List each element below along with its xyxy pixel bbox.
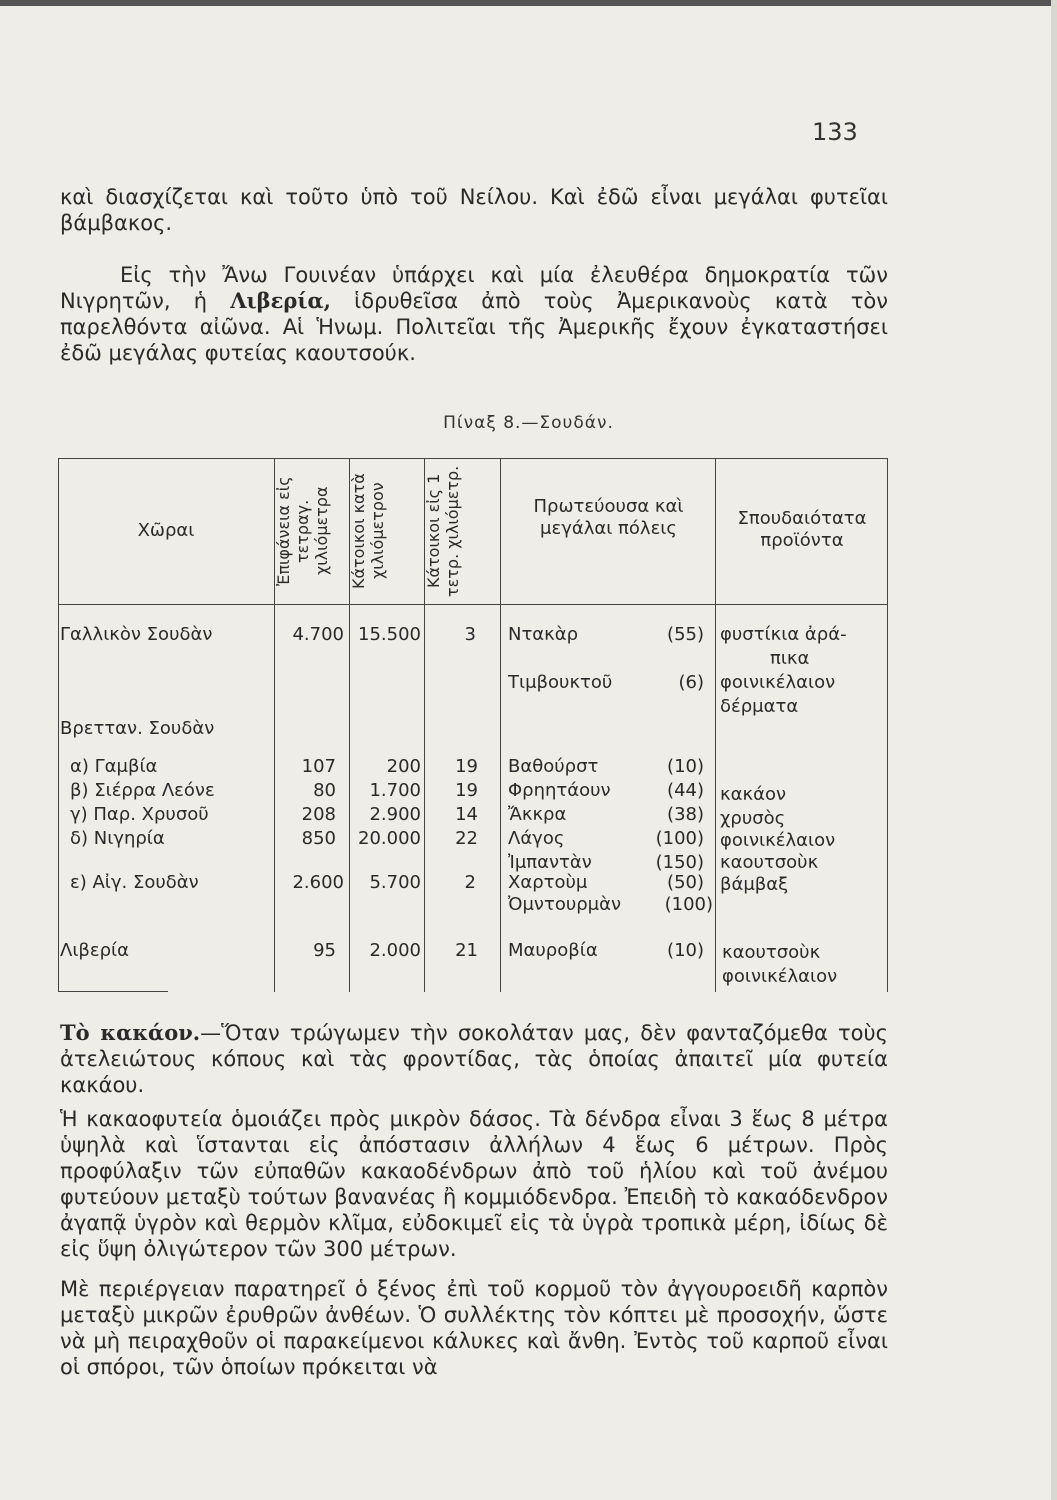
country-cell: γ) Παρ. Χρυσοῦ (70, 804, 209, 825)
paragraph-liberia (60, 262, 888, 366)
product-cell: καουτσοὺκ (722, 942, 821, 963)
country-cell: α) Γαμβία (70, 756, 158, 777)
scan-right-edge (1051, 0, 1057, 1500)
area-cell: 2.600 (292, 872, 344, 893)
cocoa-intro: —Ὅταν τρώγωμεν τὴν σοκολάταν μας, δὲν φανταζόμεθα τοὺς ἀτελειώτους κόπους καὶ τὰς φροντίδας, τὰς ὁποίας ἀπαιτεῖ μία φυτεία κακάου. (60, 1021, 888, 1097)
country-cell: Λιβερία (60, 940, 130, 961)
area-cell: 850 (301, 828, 336, 849)
area-cell: 80 (313, 780, 336, 801)
table-top-rule (58, 458, 888, 459)
area-cell: 208 (301, 804, 336, 825)
table-bottom-rule (58, 991, 168, 992)
paragraph-liberia-end: ἱδρυθεῖσα ἀπὸ τοὺς Ἀμερικανοὺς κατὰ τὸν παρελθόντα αἰῶνα. Αἱ Ἡνωμ. Πολιτεῖαι τῆς Ἀμερικῆς ἔχουν ἐγκαταστήσει ἐδῶ μεγάλας φυτείας καουτσούκ. (60, 289, 888, 365)
header-products: Σπουδαιότατα προϊόντα (737, 508, 867, 551)
header-area: Ἐπιφάνεια εἰς τετραγ. χιλιόμετρα (274, 476, 331, 586)
product-cell: φοινικέλαιον (720, 672, 836, 693)
header-countries: Χῶραι (137, 520, 195, 541)
city-cell: Βαθούρστ (508, 756, 599, 777)
table-caption: Πίναξ 8.—Σουδάν. (443, 413, 614, 433)
product-cell: χρυσὸς (720, 808, 786, 829)
product-cell: κακάον (720, 784, 787, 805)
paragraph-cocoa-plantation: Ἡ κακαοφυτεία ὁμοιάζει πρὸς μικρὸν δάσος. Τὰ δένδρα εἶναι 3 ἕως 8 μέτρα ὑψηλὰ καὶ ἵστανται εἰς ἀπόστασιν ἀλλήλων 4 ἕως 6 μέτρων. Πρὸς προφύλαξιν τῶν εὐπαθῶν κακαοδένδρων ἀπὸ τοῦ ἡλίου καὶ τοῦ ἀνέμου φυτεύουν μεταξὺ τούτων βανανέας ἢ κομμιόδενδρα. Ἐπειδὴ τὸ κακαόδενδρον ἀγαπᾷ ὑγρὸν καὶ θερμὸν κλῖμα, εὐδοκιμεῖ εἰς τὰ ὑγρὰ τροπικὰ μέρη, ἰδίως δὲ εἰς ὕψη ὀλιγώτερον τῶν 300 μέτρων. (60, 1107, 888, 1261)
density-cell: 2 (464, 872, 476, 893)
country-cell: β) Σιέρρα Λεόνε (70, 780, 215, 801)
city-pop-cell: (55) (667, 624, 704, 645)
city-pop-cell: (10) (667, 756, 704, 777)
header-pop: Κάτοικοι κατὰ χιλιόμετρον (349, 473, 387, 589)
scan-top-border (0, 0, 1057, 6)
city-pop-cell: (150) (655, 852, 704, 873)
pop-cell: 200 (386, 756, 421, 777)
sudan-table (58, 458, 888, 992)
page-number: 133 (812, 118, 858, 146)
city-pop-cell: (38) (667, 804, 704, 825)
pop-cell: 15.500 (358, 624, 421, 645)
product-cell: βάμβαξ (720, 874, 789, 895)
city-pop-cell: (6) (678, 672, 704, 693)
pop-cell: 2.900 (369, 804, 421, 825)
header-density: Κάτοικοι εἰς 1 τετρ. χιλιόμετρ. (424, 465, 462, 597)
area-cell: 4.700 (292, 624, 344, 645)
density-cell: 19 (455, 756, 478, 777)
table-header-rule (58, 604, 888, 605)
pop-cell: 2.000 (369, 940, 421, 961)
city-cell: Ὀμντουρμὰν (508, 894, 622, 915)
paragraph-cocoa-fruit: Μὲ περιέργειαν παρατηρεῖ ὁ ξένος ἐπὶ τοῦ κορμοῦ τὸν ἀγγουροειδῆ καρπὸν μεταξὺ μικρῶν ἐρυθρῶν ἀνθέων. Ὁ συλλέκτης τὸν κόπτει μὲ προσοχήν, ὥστε νὰ μὴ πειραχθοῦν οἱ παρακείμενοι κάλυκες καὶ ἄνθη. Ἐντὸς τοῦ καρποῦ εἶναι οἱ σπόροι, τῶν ὁποίων πρόκειται νὰ (60, 1277, 888, 1379)
area-cell: 107 (301, 756, 336, 777)
city-pop-cell: (10) (667, 940, 704, 961)
city-cell: Χαρτοὺμ (508, 872, 588, 893)
paragraph-liberia-start: Εἰς τὴν Ἄνω Γουινέαν ὑπάρχει καὶ μία ἐλευθέρα δημοκρατία τῶν Νιγρητῶν, ἡ (60, 263, 888, 313)
cocoa-heading: Τὸ κακάον. (60, 1020, 201, 1045)
product-cell: φυστίκια ἀρά- (720, 624, 847, 645)
density-cell: 21 (455, 940, 478, 961)
header-capitals: Πρωτεύουσα καὶ μεγάλαι πόλεις (533, 496, 684, 539)
country-cell: Βρετταν. Σουδὰν (60, 718, 215, 739)
city-cell: Μαυροβία (508, 940, 598, 961)
pop-cell: 5.700 (369, 872, 421, 893)
country-cell: Γαλλικὸν Σουδὰν (60, 624, 213, 645)
country-cell: δ) Νιγηρία (70, 828, 165, 849)
liberia-emphasis: Λιβερία, (230, 288, 331, 313)
col-rule-4 (500, 458, 501, 992)
table-right-rule (887, 458, 888, 992)
pop-cell: 20.000 (358, 828, 421, 849)
country-cell: ε) Αἰγ. Σουδὰν (70, 872, 199, 893)
city-pop-cell: (100) (655, 828, 704, 849)
product-cell-cont: φοινικέλαιον (722, 966, 838, 987)
product-cell-cont: πικα (770, 648, 810, 669)
product-cell: καουτσοὺκ (720, 852, 819, 873)
col-rule-5 (715, 458, 716, 992)
city-cell: Ἰμπαντὰν (508, 852, 592, 873)
city-pop-cell: (44) (667, 780, 704, 801)
density-cell: 14 (455, 804, 478, 825)
city-pop-cell: (100) (664, 894, 713, 915)
city-pop-cell: (50) (667, 872, 704, 893)
pop-cell: 1.700 (369, 780, 421, 801)
city-cell: Ντακὰρ (508, 624, 579, 645)
density-cell: 22 (455, 828, 478, 849)
density-cell: 19 (455, 780, 478, 801)
product-cell-cont: δέρματα (720, 696, 799, 717)
density-cell: 3 (464, 624, 476, 645)
city-cell: Φρηητάουν (508, 780, 611, 801)
city-cell: Ἄκκρα (508, 804, 567, 825)
city-cell: Τιμβουκτοῦ (508, 672, 613, 693)
paragraph-nile: καὶ διασχίζεται καὶ τοῦτο ὑπὸ τοῦ Νείλου. Καὶ ἐδῶ εἶναι μεγάλαι φυτεῖαι βάμβακος. (60, 185, 888, 235)
city-cell: Λάγος (508, 828, 565, 849)
product-cell: φοινικέλαιον (720, 830, 836, 851)
area-cell: 95 (313, 940, 336, 961)
paragraph-cocoa-heading (60, 1020, 888, 1098)
